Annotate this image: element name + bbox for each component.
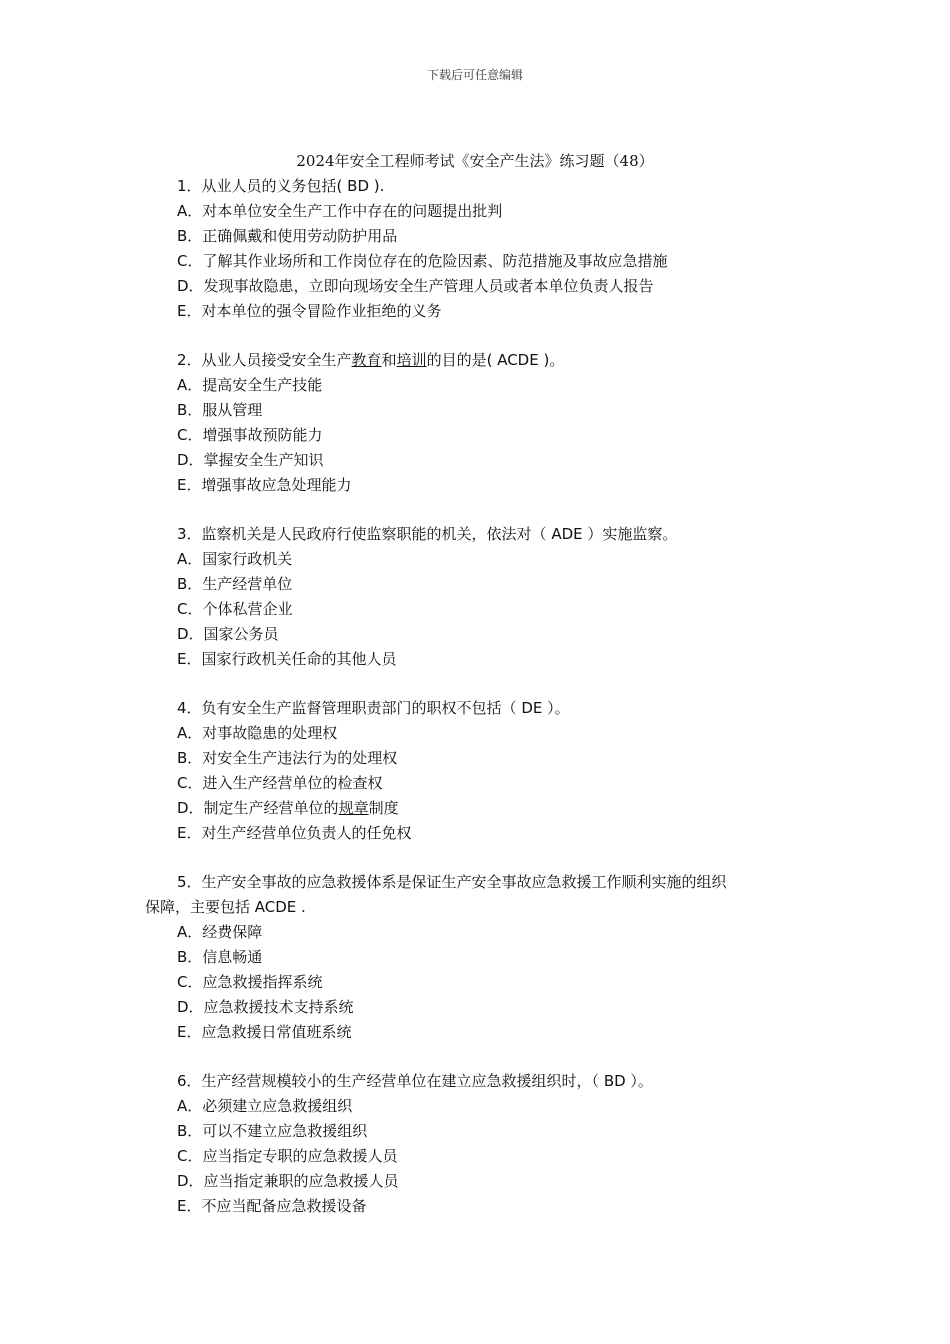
option-b: B．生产经营单位 (177, 575, 293, 593)
option-e: E．对生产经营单位负责人的任免权 (177, 824, 412, 842)
option-text: 制度 (368, 799, 399, 817)
option-d: D．应急救援技术支持系统 (177, 998, 354, 1016)
option-c: C．个体私营企业 (177, 600, 293, 618)
question-stem (145, 348, 805, 373)
option-e: E．应急救援日常值班系统 (177, 1023, 352, 1041)
page-header: 下载后可任意编辑 (426, 68, 523, 82)
option-a: A．国家行政机关 (177, 550, 293, 568)
option-d: D．国家公务员 (177, 625, 279, 643)
option-c: C．了解其作业场所和工作岗位存在的危险因素、防范措施及事故应急措施 (177, 252, 668, 270)
option-b: B．可以不建立应急救援组织 (177, 1122, 368, 1140)
question-3 (145, 522, 805, 672)
option-d (145, 796, 805, 821)
question-4 (145, 696, 805, 846)
underlined-link-education[interactable]: 教育 (351, 351, 382, 369)
stem-text: 2．从业人员接受安全生产 (177, 351, 352, 369)
option-e: E．对本单位的强令冒险作业拒绝的义务 (177, 302, 442, 320)
question-stem: 3．监察机关是人民政府行使监察职能的机关，依法对（ ADE ）实施监察。 (177, 525, 678, 543)
question-stem: 4．负有安全生产监督管理职责部门的职权不包括（ DE ）。 (177, 699, 570, 717)
option-b: B．信息畅通 (177, 948, 263, 966)
option-d: D．发现事故隐患，立即向现场安全生产管理人员或者本单位负责人报告 (177, 277, 654, 295)
option-e: E．国家行政机关任命的其他人员 (177, 650, 397, 668)
option-c: C．进入生产经营单位的检查权 (177, 774, 383, 792)
option-b: B．正确佩戴和使用劳动防护用品 (177, 227, 398, 245)
underlined-link-training[interactable]: 培训 (396, 351, 427, 369)
option-a: A．提高安全生产技能 (177, 376, 323, 394)
option-d: D．应当指定兼职的应急救援人员 (177, 1172, 399, 1190)
option-a: A．对本单位安全生产工作中存在的问题提出批判 (177, 202, 503, 220)
option-a: A．经费保障 (177, 923, 263, 941)
question-6 (145, 1069, 805, 1219)
question-2 (145, 348, 805, 498)
question-stem: 6．生产经营规模较小的生产经营单位在建立应急救援组织时，（ BD ）。 (177, 1072, 653, 1090)
option-c: C．应急救援指挥系统 (177, 973, 323, 991)
option-e: E．增强事故应急处理能力 (177, 476, 352, 494)
question-1 (145, 174, 805, 324)
option-b: B．对安全生产违法行为的处理权 (177, 749, 398, 767)
question-5 (145, 870, 805, 1045)
option-a: A．对事故隐患的处理权 (177, 724, 338, 742)
option-text: D．制定生产经营单位的 (177, 799, 339, 817)
option-a: A．必须建立应急救援组织 (177, 1097, 353, 1115)
option-e: E．不应当配备应急救援设备 (177, 1197, 367, 1215)
option-b: B．服从管理 (177, 401, 263, 419)
stem-text: 的目的是( ACDE )。 (426, 351, 565, 369)
stem-text: 和 (381, 351, 397, 369)
underlined-link-regulations[interactable]: 规章 (338, 799, 369, 817)
question-stem-line-1: 5．生产安全事故的应急救援体系是保证生产安全事故应急救援工作顺利实施的组织 (177, 873, 727, 891)
question-stem: 1．从业人员的义务包括( BD ). (177, 177, 385, 195)
question-stem-line-2: 保障，主要包括 ACDE . (145, 898, 306, 916)
question-list (145, 174, 805, 1219)
option-d: D．掌握安全生产知识 (177, 451, 324, 469)
document-title: 2024年安全工程师考试《安全产生法》练习题（48） (296, 152, 654, 170)
option-c: C．应当指定专职的应急救援人员 (177, 1147, 398, 1165)
option-c: C．增强事故预防能力 (177, 426, 323, 444)
